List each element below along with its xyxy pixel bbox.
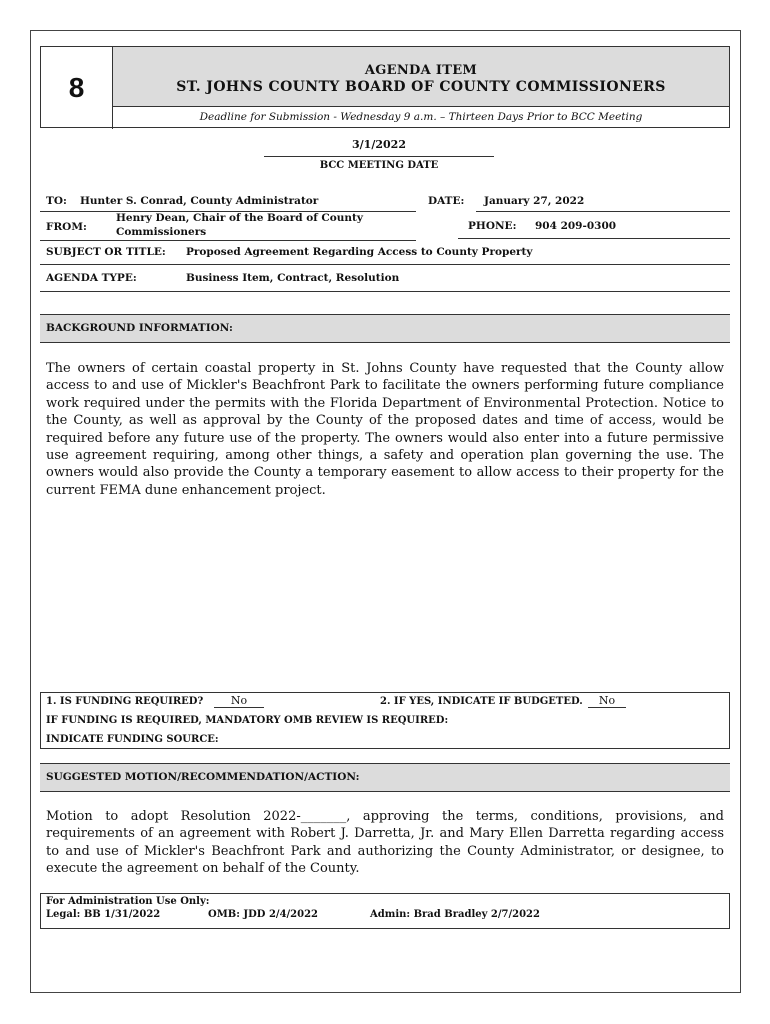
- budgeted-label: 2. IF YES, INDICATE IF BUDGETED.: [380, 696, 583, 707]
- from-underline: [40, 240, 416, 241]
- omb-approval: OMB: JDD 2/4/2022: [208, 909, 319, 920]
- date-label: DATE:: [428, 195, 465, 207]
- meeting-date-label: BCC MEETING DATE: [319, 160, 439, 171]
- background-heading: BACKGROUND INFORMATION:: [40, 314, 730, 343]
- date-value: January 27, 2022: [484, 195, 585, 207]
- header-title-block: [113, 47, 729, 107]
- agenda-item-number: 8: [41, 47, 113, 129]
- date-underline: [476, 211, 730, 212]
- meeting-date: 3/1/2022: [352, 138, 406, 151]
- phone-value: 904 209-0300: [535, 220, 617, 232]
- legal-approval: Legal: BB 1/31/2022: [46, 909, 161, 920]
- agenda-type-underline: [40, 291, 730, 292]
- admin-use-heading: For Administration Use Only:: [46, 896, 210, 907]
- agenda-type-value: Business Item, Contract, Resolution: [186, 272, 400, 284]
- from-value-line2: Commissioners: [116, 226, 207, 238]
- subject-underline: [40, 264, 730, 265]
- header-title-line2: ST. JOHNS COUNTY BOARD OF COUNTY COMMISSIONERS: [176, 79, 666, 95]
- subject-value: Proposed Agreement Regarding Access to County Property: [186, 246, 533, 258]
- motion-text: Motion to adopt Resolution 2022-_______, approving the terms, conditions, provisions, and requirements of an agreement with Robert J. Darretta, Jr. and Mary Ellen Darretta regarding access to and use of Mickler's Beachfront Park and authorizing the County Administrator, or designee, to execute the agreement on behalf of the County.: [46, 809, 724, 877]
- funding-required-label: 1. IS FUNDING REQUIRED?: [46, 696, 204, 707]
- header-title-line1: AGENDA ITEM: [364, 63, 478, 78]
- funding-required-value: No: [214, 694, 264, 708]
- omb-review-label: IF FUNDING IS REQUIRED, MANDATORY OMB REVIEW IS REQUIRED:: [46, 715, 449, 726]
- submission-deadline: Deadline for Submission - Wednesday 9 a.m. – Thirteen Days Prior to BCC Meeting: [199, 111, 643, 123]
- agenda-header: [40, 46, 730, 128]
- funding-source-label: INDICATE FUNDING SOURCE:: [46, 734, 219, 745]
- to-label: TO:: [46, 195, 67, 207]
- subject-label: SUBJECT OR TITLE:: [46, 246, 166, 258]
- meeting-date-underline: [264, 156, 494, 157]
- background-text: The owners of certain coastal property in St. Johns County have requested that the County allow access to and use of Mickler's Beachfront Park to facilitate the owners performing future compliance work required under the permits with the Florida Department of Environmental Protection. Notice to the County, as well as approval by the County of the proposed dates and time of access, would be required before any future use of the property. The owners would also enter into a future permissive use agreement requiring, among other things, a safety and operation plan governing the use. The owners would also provide the County a temporary easement to allow access to their property for the current FEMA dune enhancement project.: [46, 361, 724, 498]
- phone-underline: [458, 238, 730, 239]
- to-value: Hunter S. Conrad, County Administrator: [80, 195, 319, 207]
- from-label: FROM:: [46, 221, 87, 233]
- motion-heading: SUGGESTED MOTION/RECOMMENDATION/ACTION:: [40, 763, 730, 792]
- budgeted-value: No: [588, 694, 626, 708]
- admin-approval: Admin: Brad Bradley 2/7/2022: [370, 909, 540, 920]
- phone-label: PHONE:: [468, 220, 517, 232]
- agenda-type-label: AGENDA TYPE:: [46, 272, 137, 284]
- from-value-line1: Henry Dean, Chair of the Board of County: [116, 212, 363, 224]
